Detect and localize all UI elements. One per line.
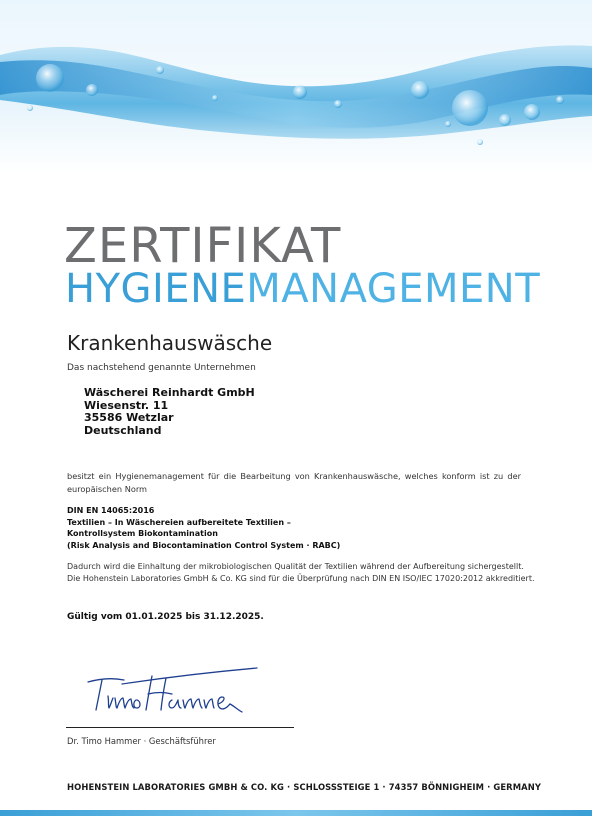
company-street: Wiesenstr. 11	[84, 398, 169, 412]
norm-line-2: Textilien – In Wäschereien aufbereitete Textilien –	[67, 517, 291, 527]
norm-line-4: (Risk Analysis and Biocontamination Control System · RABC)	[67, 540, 341, 550]
handwritten-signature	[82, 664, 262, 720]
norm-block	[67, 505, 527, 551]
company-name: Wäscherei Reinhardt GmbH	[84, 386, 255, 399]
signature-line	[66, 727, 294, 728]
certificate-category: Krankenhauswäsche	[67, 331, 273, 355]
subtitle-strong: HYGIENE	[65, 266, 247, 312]
accreditation-text	[67, 561, 535, 585]
intro-text: Das nachstehend genannte Unternehmen	[67, 363, 256, 373]
norm-line-3: Kontrollsystem Biokontamination	[67, 529, 218, 538]
water-wave-banner	[0, 0, 592, 175]
bottom-accent-bar	[0, 810, 592, 816]
accreditation-line-1: Dadurch wird die Einhaltung der mikrobiologischen Qualität der Textilien während der Aufbereitung sichergestellt.	[67, 562, 524, 571]
validity-period: Gültig vom 01.01.2025 bis 31.12.2025.	[67, 612, 264, 622]
accreditation-line-2: Die Hohenstein Laboratories GmbH & Co. KG sind für die Überprüfung nach DIN EN ISO/IEC 17020:2012 akkreditiert.	[67, 573, 535, 583]
certificate-subtitle	[65, 268, 540, 310]
body-text: besitzt ein Hygienemanagement für die Bearbeitung von Krankenhauswäsche, welches konform ist zu der europäischen Norm	[67, 471, 521, 494]
footer-address: HOHENSTEIN LABORATORIES GMBH & CO. KG · SCHLOSSSTEIGE 1 · 74357 BÖNNIGHEIM · GERMANY	[67, 782, 542, 792]
certificate-title: ZERTIFIKAT	[64, 218, 342, 274]
norm-line-1: DIN EN 14065:2016	[67, 506, 155, 515]
company-address	[84, 387, 255, 437]
subtitle-light: MANAGEMENT	[246, 266, 541, 312]
company-city: 35586 Wetzlar	[84, 411, 174, 424]
signer-name: Dr. Timo Hammer · Geschäftsführer	[67, 736, 216, 746]
company-country: Deutschland	[84, 423, 162, 437]
